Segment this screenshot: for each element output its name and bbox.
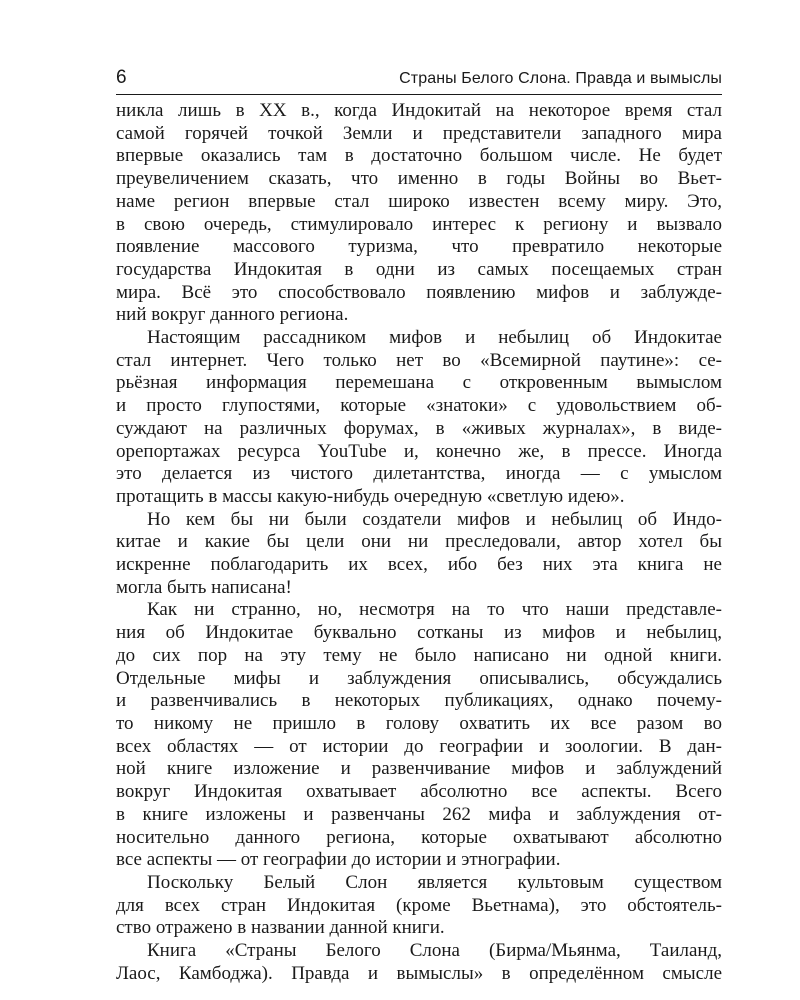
text-line: преувеличением сказать, что именно в годы Войны во Вьет- — [116, 168, 722, 190]
paragraph — [116, 940, 722, 985]
text-line: рьёзная информация перемешана с откровенным вымыслом — [116, 372, 722, 394]
text-line: Настоящим рассадником мифов и небылиц об Индокитае — [147, 327, 722, 349]
header-rule — [116, 94, 722, 95]
text-line: в книге изложены и развенчаны 262 мифа и заблуждения от- — [116, 803, 722, 825]
text-line: могла быть написана! — [116, 576, 292, 598]
text-line: для всех стран Индокитая (кроме Вьетнама), это обстоятель- — [116, 894, 722, 916]
text-line: Как ни странно, но, несмотря на то что наши представле- — [147, 599, 722, 621]
paragraph — [116, 100, 722, 327]
text-line: Отдельные мифы и заблуждения описывались, обсуждались — [116, 667, 722, 689]
text-line: самой горячей точкой Земли и представители западного мира — [116, 122, 722, 144]
text-line: всех областях — от истории до географии и зоологии. В дан- — [116, 735, 722, 757]
text-line: ство отражено в названии данной книги. — [116, 917, 445, 939]
text-line: в свою очередь, стимулировало интерес к региону и вызвало — [116, 213, 722, 235]
text-line: Книга «Страны Белого Слона (Бирма/Мьянма, Таиланд, — [147, 940, 722, 962]
text-line: ной книге изложение и развенчивание мифов и заблуждений — [116, 758, 722, 780]
text-line: ний вокруг данного региона. — [116, 304, 349, 326]
paragraph — [116, 509, 722, 600]
paragraph — [116, 872, 722, 940]
text-line: наме регион впервые стал широко известен всему миру. Это, — [116, 190, 722, 212]
text-line: вокруг Индокитая охватывает абсолютно все аспекты. Всего — [116, 781, 722, 803]
text-line: искренне поблагодарить их всех, ибо без них эта книга не — [116, 554, 722, 576]
text-line: Но кем бы ни были создатели мифов и небылиц об Индо- — [147, 508, 722, 530]
paragraph — [116, 327, 722, 509]
text-line: государства Индокитая в одни из самых посещаемых стран — [116, 258, 722, 280]
text-line: это делается из чистого дилетантства, иногда — с умыслом — [116, 463, 722, 485]
running-title: Страны Белого Слона. Правда и вымыслы — [399, 70, 722, 87]
text-line: Лаос, Камбоджа). Правда и вымыслы» в определённом смысле — [116, 962, 722, 984]
text-line: впервые оказались там в достаточно большом числе. Не будет — [116, 145, 722, 167]
text-line: стал интернет. Чего только нет во «Всемирной паутине»: се- — [116, 349, 722, 371]
text-line: носительно данного региона, которые охватывают абсолютно — [116, 826, 722, 848]
body-text — [116, 100, 722, 985]
text-line: протащить в массы какую-нибудь очередную «светлую идею». — [116, 485, 625, 507]
text-line: появление массового туризма, что превратило некоторые — [116, 236, 722, 258]
text-line: и просто глупостями, которые «знатоки» с удовольствием об- — [116, 395, 722, 417]
text-line: орепортажах ресурса YouTube и, конечно же, в прессе. Иногда — [116, 440, 722, 462]
text-line: все аспекты — от географии до истории и этнографии. — [116, 849, 561, 871]
paragraph — [116, 599, 722, 871]
page-number: 6 — [116, 67, 127, 88]
text-line: то никому не пришло в голову охватить их все разом во — [116, 712, 722, 734]
text-line: никла лишь в XX в., когда Индокитай на некоторое время стал — [116, 100, 722, 121]
text-line: мира. Всё это способствовало появлению мифов и заблужде- — [116, 281, 722, 303]
text-line: до сих пор на эту тему не было написано ни одной книги. — [116, 644, 722, 666]
text-line: китае и какие бы цели они ни преследовали, автор хотел бы — [116, 531, 722, 553]
text-line: Поскольку Белый Слон является культовым существом — [147, 871, 722, 893]
text-line: и развенчивались в некоторых публикациях, однако почему- — [116, 690, 722, 712]
text-line: ния об Индокитае буквально сотканы из мифов и небылиц, — [116, 622, 722, 644]
text-line: суждают на различных форумах, в «живых журналах», в виде- — [116, 417, 722, 439]
